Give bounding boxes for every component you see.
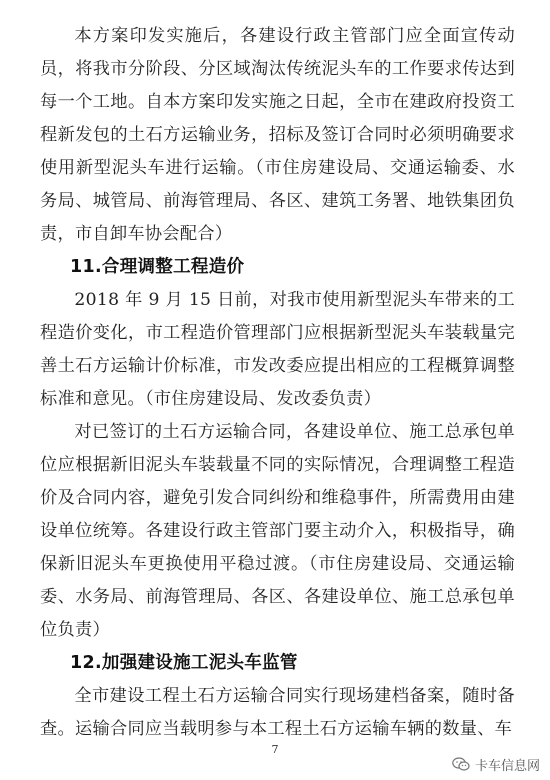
section-heading-12: 12.加强建设施工泥头车监管 [70,653,298,673]
paragraph-3: 对已签订的土石方运输合同，各建设单位、施工总承包单位应根据新旧泥头车装载量不同的实际情况，合理调整工程造价及合同内容，避免引发合同纠纷和维稳事件，所需费用由建设单位统筹。各建设行政主管部门要主动介入，积极指导，确保新旧泥头车更换使用平稳过渡。（市住房建设局、交通运输委、水务局、前海管理局、各区、各建设单位、施工总承包单位负责） [40,422,515,640]
watermark-text: 卡车信息网 [474,759,540,774]
wechat-icon [452,757,470,772]
watermark [452,755,540,774]
document-body [40,20,515,746]
section-heading-11: 11.合理调整工程造价 [70,257,245,277]
paragraph-1: 本方案印发实施后，各建设行政主管部门应全面宣传动员，将我市分阶段、分区域淘汰传统泥头车的工作要求传达到每一个工地。自本方案印发实施之日起，全市在建政府投资工程新发包的土石方运输业务，招标及签订合同时必须明确要求使用新型泥头车进行运输。（市住房建设局、交通运输委、水务局、城管局、前海管理局、各区、建筑工务署、地铁集团负责，市自卸车协会配合） [40,26,515,244]
paragraph-4: 全市建设工程土石方运输合同实行现场建档备案，随时备查。运输合同应当载明参与本工程土石方运输车辆的数量、车 [40,686,515,739]
page-number: 7 [271,743,279,756]
paragraph-2: 2018 年 9 月 15 日前，对我市使用新型泥头车带来的工程造价变化，市工程造价管理部门应根据新型泥头车装载量完善土石方运输计价标准，市发改委应提出相应的工程概算调整标准和意见。（市住房建设局、发改委负责） [40,290,515,409]
